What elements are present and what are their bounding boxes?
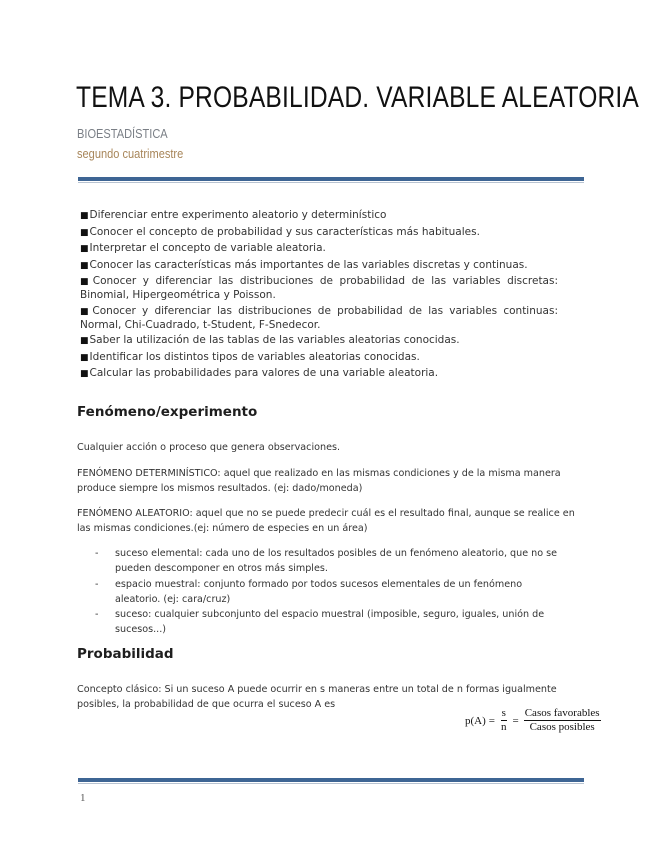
objective-item: ■ Interpretar el concepto de variable aleatoria. xyxy=(80,242,558,256)
fraction-cases: $\frac{\text{Casos favorables}}{\text{Casos posibles}}$ xyxy=(524,707,600,733)
page-title: TEMA 3. PROBABILIDAD. VARIABLE ALEATORIA xyxy=(76,81,639,114)
objective-item: ■ Conocer y diferenciar las distribuciones de probabilidad de las variables continuas: Normal, Chi-Cuadrado, t-Student, F-Snedecor. xyxy=(80,305,558,332)
page-number: 1 xyxy=(80,792,86,804)
footer-divider xyxy=(78,778,584,784)
section-heading-probability: Probabilidad xyxy=(77,646,174,662)
section-heading-experiment: Fenómeno/experimento xyxy=(77,404,258,420)
bullet-dash: - xyxy=(95,609,99,620)
objective-item: ■ Diferenciar entre experimento aleatorio y determinístico xyxy=(80,209,558,223)
header-divider xyxy=(78,177,584,183)
fraction-s-over-n: $\frac{s}{n}$ xyxy=(501,707,507,733)
formula-equals: = xyxy=(512,714,519,727)
deterministic-definition: FENÓMENO DETERMINÍSTICO: aquel que realizado en las mismas condiciones y de la misma manera produce siempre los mismos resultados. (ej: dado/moneda) xyxy=(77,468,561,494)
list-item: - suceso: cualquier subconjunto del espacio muestral (imposible, seguro, iguales, unión de sucesos...) xyxy=(95,609,545,635)
list-item: - suceso elemental: cada uno de los resultados posibles de un fenómeno aleatorio, que no se pueden descomponer en otros más simples. xyxy=(95,548,558,574)
formula-lhs: p(A) xyxy=(465,714,486,727)
classic-definition: Concepto clásico: Si un suceso A puede ocurrir en s maneras entre un total de n formas igualmente posibles, la probabilidad de que ocurra el suceso A es xyxy=(77,684,557,710)
formula-equals: = xyxy=(488,714,495,727)
course-subject: BIOESTADÍSTICA xyxy=(77,126,168,141)
list-item: - espacio muestral: conjunto formado por todos sucesos elementales de un fenómeno aleatorio. (ej: cara/cruz) xyxy=(95,578,523,605)
objective-item: ■ Conocer el concepto de probabilidad y sus características más habituales. xyxy=(80,226,558,240)
bullet-dash: - xyxy=(95,548,99,559)
bullet-dash: - xyxy=(95,578,99,590)
objectives-list xyxy=(80,209,558,384)
course-semester: segundo cuatrimestre xyxy=(77,146,184,161)
objective-item: ■ Calcular las probabilidades para valores de una variable aleatoria. xyxy=(80,367,558,381)
probability-formula xyxy=(465,707,603,734)
objective-item: ■ Conocer y diferenciar las distribuciones de probabilidad de las variables discretas: Binomial, Hipergeométrica y Poisson. xyxy=(80,275,558,302)
experiment-definition: Cualquier acción o proceso que genera observaciones. xyxy=(77,442,341,453)
objective-item: ■ Conocer las características más importantes de las variables discretas y continuas. xyxy=(80,259,558,273)
objective-item: ■ Saber la utilización de las tablas de las variables aleatorias conocidas. xyxy=(80,334,558,348)
event-terms-list xyxy=(95,546,565,638)
random-definition: FENÓMENO ALEATORIO: aquel que no se puede predecir cuál es el resultado final, aunque se realice en las mismas condiciones.(ej: número de especies en un área) xyxy=(77,508,575,534)
objective-item: ■ Identificar los distintos tipos de variables aleatorias conocidas. xyxy=(80,351,558,365)
